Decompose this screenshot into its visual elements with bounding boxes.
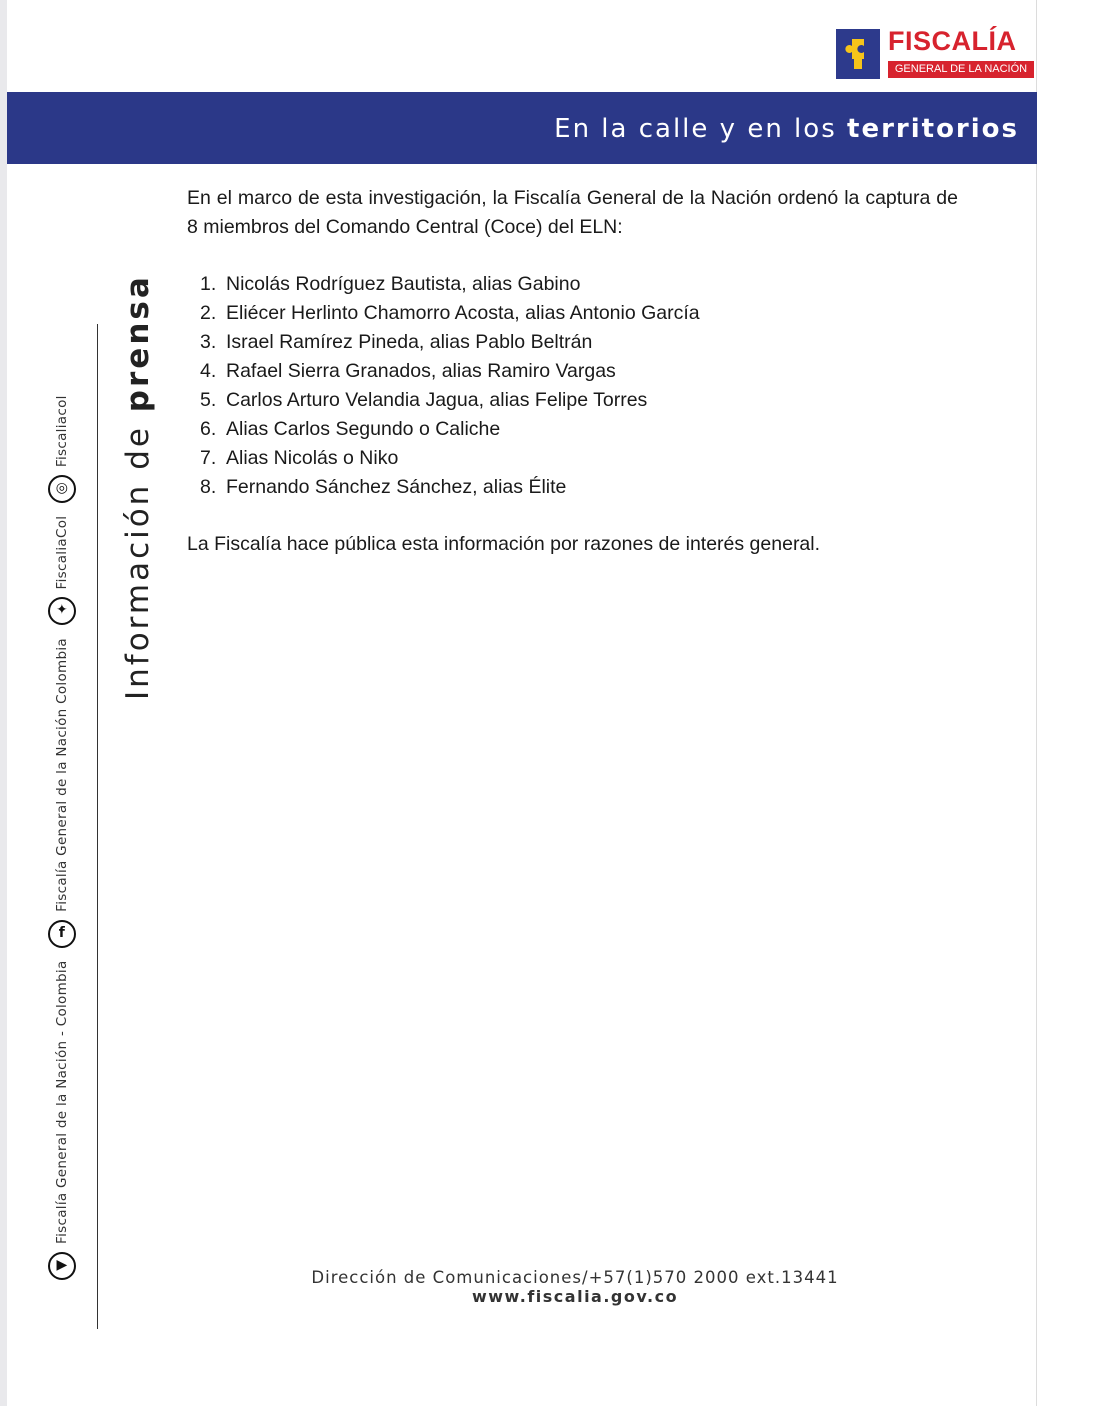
info-prensa-heading: [120, 274, 156, 700]
list-text: Nicolás Rodríguez Bautista, alias Gabino: [226, 273, 581, 295]
list-item: [187, 270, 700, 299]
list-item: [187, 299, 700, 328]
list-number: 1.: [200, 273, 217, 295]
list-text: Alias Nicolás o Niko: [226, 447, 399, 469]
list-item: [187, 473, 700, 502]
facebook-icon[interactable]: f: [48, 920, 76, 948]
list-text: Fernando Sánchez Sánchez, alias Élite: [226, 476, 567, 498]
instagram-label[interactable]: Fiscaliacol: [54, 395, 70, 468]
sidebar-divider: [97, 324, 98, 1329]
list-text: Eliécer Herlinto Chamorro Acosta, alias Antonio García: [226, 302, 700, 324]
banner-slogan-light: En la calle y en los: [554, 114, 837, 144]
arrest-list: [187, 270, 700, 502]
list-item: [187, 444, 700, 473]
social-links: [48, 395, 76, 1288]
banner-slogan-bold: territorios: [847, 114, 1019, 144]
fiscalia-logo: [836, 26, 1036, 81]
youtube-label[interactable]: Fiscalía General de la Nación - Colombia: [54, 960, 70, 1244]
puzzle-emblem-icon: [836, 29, 880, 79]
list-item: [187, 386, 700, 415]
list-number: 6.: [200, 418, 217, 440]
list-number: 7.: [200, 447, 217, 469]
footer-contact: Dirección de Comunicaciones/+57(1)570 2000 ext.13441: [311, 1268, 839, 1287]
list-number: 8.: [200, 476, 217, 498]
list-number: 3.: [200, 331, 217, 353]
instagram-icon[interactable]: ◎: [48, 475, 76, 503]
list-number: 2.: [200, 302, 217, 324]
footer: [280, 1268, 870, 1306]
list-text: Carlos Arturo Velandia Jagua, alias Felipe Torres: [226, 389, 648, 411]
footer-website-link[interactable]: www.fiscalia.gov.co: [471, 1287, 679, 1306]
logo-subtitle: GENERAL DE LA NACIÓN: [888, 61, 1034, 78]
list-item: [187, 357, 700, 386]
info-prensa-bold: prensa: [120, 274, 156, 413]
youtube-icon[interactable]: ▶: [48, 1252, 76, 1280]
info-prensa-light: Información de: [120, 425, 156, 700]
list-number: 4.: [200, 360, 217, 382]
list-number: 5.: [200, 389, 217, 411]
page-right-margin: [1036, 0, 1103, 1406]
closing-paragraph: La Fiscalía hace pública esta información por razones de interés general.: [187, 533, 821, 555]
logo-title: FISCALÍA: [888, 26, 1017, 56]
list-item: [187, 328, 700, 357]
list-text: Rafael Sierra Granados, alias Ramiro Vargas: [226, 360, 616, 382]
facebook-label[interactable]: Fiscalía General de la Nación Colombia: [54, 638, 70, 912]
intro-paragraph: En el marco de esta investigación, la Fiscalía General de la Nación ordenó la captura de 8 miembros del Comando Central (Coce) del ELN:: [187, 187, 958, 238]
list-text: Alias Carlos Segundo o Caliche: [226, 418, 501, 440]
list-item: [187, 415, 700, 444]
twitter-icon[interactable]: ✦: [48, 597, 76, 625]
list-text: Israel Ramírez Pineda, alias Pablo Beltrán: [226, 331, 593, 353]
banner-slogan: [554, 114, 1019, 144]
page-left-edge: [0, 0, 7, 1406]
header-banner: [7, 92, 1037, 164]
twitter-label[interactable]: FiscaliaCol: [54, 515, 70, 590]
